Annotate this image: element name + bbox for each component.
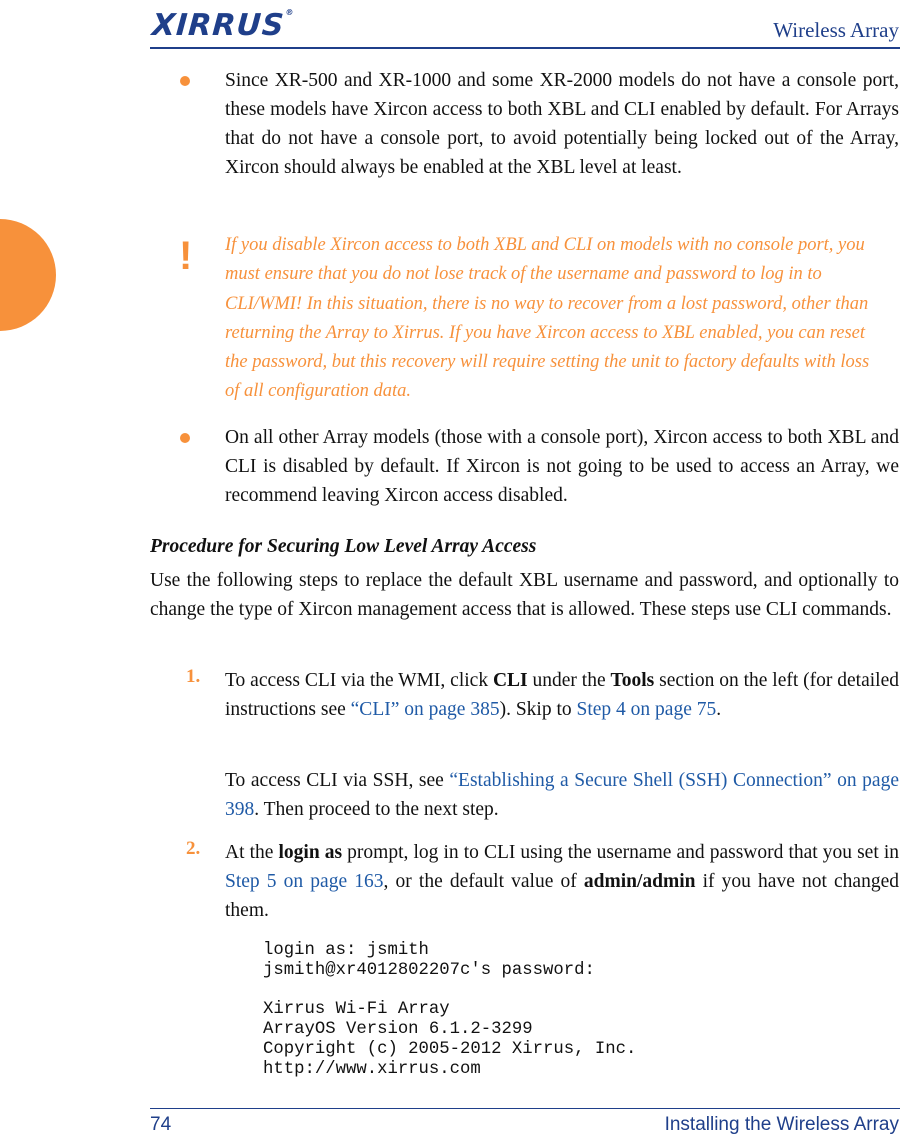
bullet-paragraph-2: On all other Array models (those with a console port), Xircon access to both XBL and CLI is disabled by default. If Xircon is not going to be used to access an Array, we recommend leaving Xircon access disabled. xyxy=(225,427,899,506)
login-as-keyword: login as xyxy=(278,842,343,863)
bullet-icon xyxy=(180,433,190,443)
header-divider xyxy=(150,47,900,49)
warning-icon: ! xyxy=(179,234,193,278)
text-run: To access CLI via the WMI, click xyxy=(225,670,493,691)
bullet-paragraph-1: Since XR-500 and XR-1000 and some XR-2000 models do not have a console port, these models have Xircon access to both XBL and CLI enabled by default. For Arrays that do not have a console port, to avoid potentially being locked out of the Array, Xircon should always be enabled at the XBL level at least. xyxy=(225,70,899,178)
text-run: prompt, log in to CLI using the username and password that you set in xyxy=(342,842,899,863)
footer-divider xyxy=(150,1108,900,1109)
text-run: To access CLI via SSH, see xyxy=(225,770,450,791)
step-number-1: 1. xyxy=(186,666,201,687)
chapter-tab-marker xyxy=(0,219,56,331)
text-run: At the xyxy=(225,842,279,863)
link-cli-page[interactable]: “CLI” on page 385 xyxy=(350,699,500,720)
link-step-5[interactable]: Step 5 on page 163 xyxy=(225,871,384,892)
procedure-heading: Procedure for Securing Low Level Array Access xyxy=(150,536,537,557)
logo-text: XIRRUS xyxy=(150,8,286,43)
cli-keyword: CLI xyxy=(492,670,528,691)
header-title: Wireless Array xyxy=(773,18,899,42)
text-run: under the xyxy=(527,670,611,691)
text-run: section on the left (for detailed instructions see xyxy=(225,670,899,720)
text-run: ). Skip to xyxy=(499,699,577,720)
tools-keyword: Tools xyxy=(610,670,655,691)
procedure-intro: Use the following steps to replace the default XBL username and password, and optionally to change the type of Xircon management access that is allowed. These steps use CLI commands. xyxy=(150,570,899,620)
bullet-icon xyxy=(180,76,190,86)
footer-section-title: Installing the Wireless Array xyxy=(664,1114,899,1135)
link-ssh-page[interactable]: “Establishing a Secure Shell (SSH) Connection” on page 398 xyxy=(225,770,899,820)
text-run: . xyxy=(716,699,722,720)
link-step-4[interactable]: Step 4 on page 75 xyxy=(576,699,717,720)
text-run: , or the default value of xyxy=(383,871,584,892)
text-run: . Then proceed to the next step. xyxy=(254,799,499,820)
registered-mark: ® xyxy=(285,8,295,17)
warning-note: If you disable Xircon access to both XBL and CLI on models with no console port, you must ensure that you do not lose track of the username and password to log in to CLI/WMI! In this situation, there is no way to recover from a lost password, other than returning the Array to Xirrus. If you have Xircon access to XBL enabled, you can reset the password, but this recovery will require setting the unit to factory defaults with loss of all configuration data. xyxy=(225,235,870,402)
xirrus-logo xyxy=(151,8,295,43)
page-number: 74 xyxy=(150,1114,172,1135)
cli-code-block: login as: jsmith jsmith@xr4012802207c's password: Xirrus Wi-Fi Array ArrayOS Version 6.1.2-3299 Copyright (c) 2005-2012 Xirrus, Inc. http://www.xirrus.com xyxy=(263,941,637,1079)
step-1-text xyxy=(225,666,899,724)
step-number-2: 2. xyxy=(186,838,201,859)
step-1-ssh-text xyxy=(225,766,899,824)
text-run: if you have not changed them. xyxy=(225,871,899,921)
admin-keyword: admin/admin xyxy=(583,871,696,892)
step-2-text xyxy=(225,838,899,925)
